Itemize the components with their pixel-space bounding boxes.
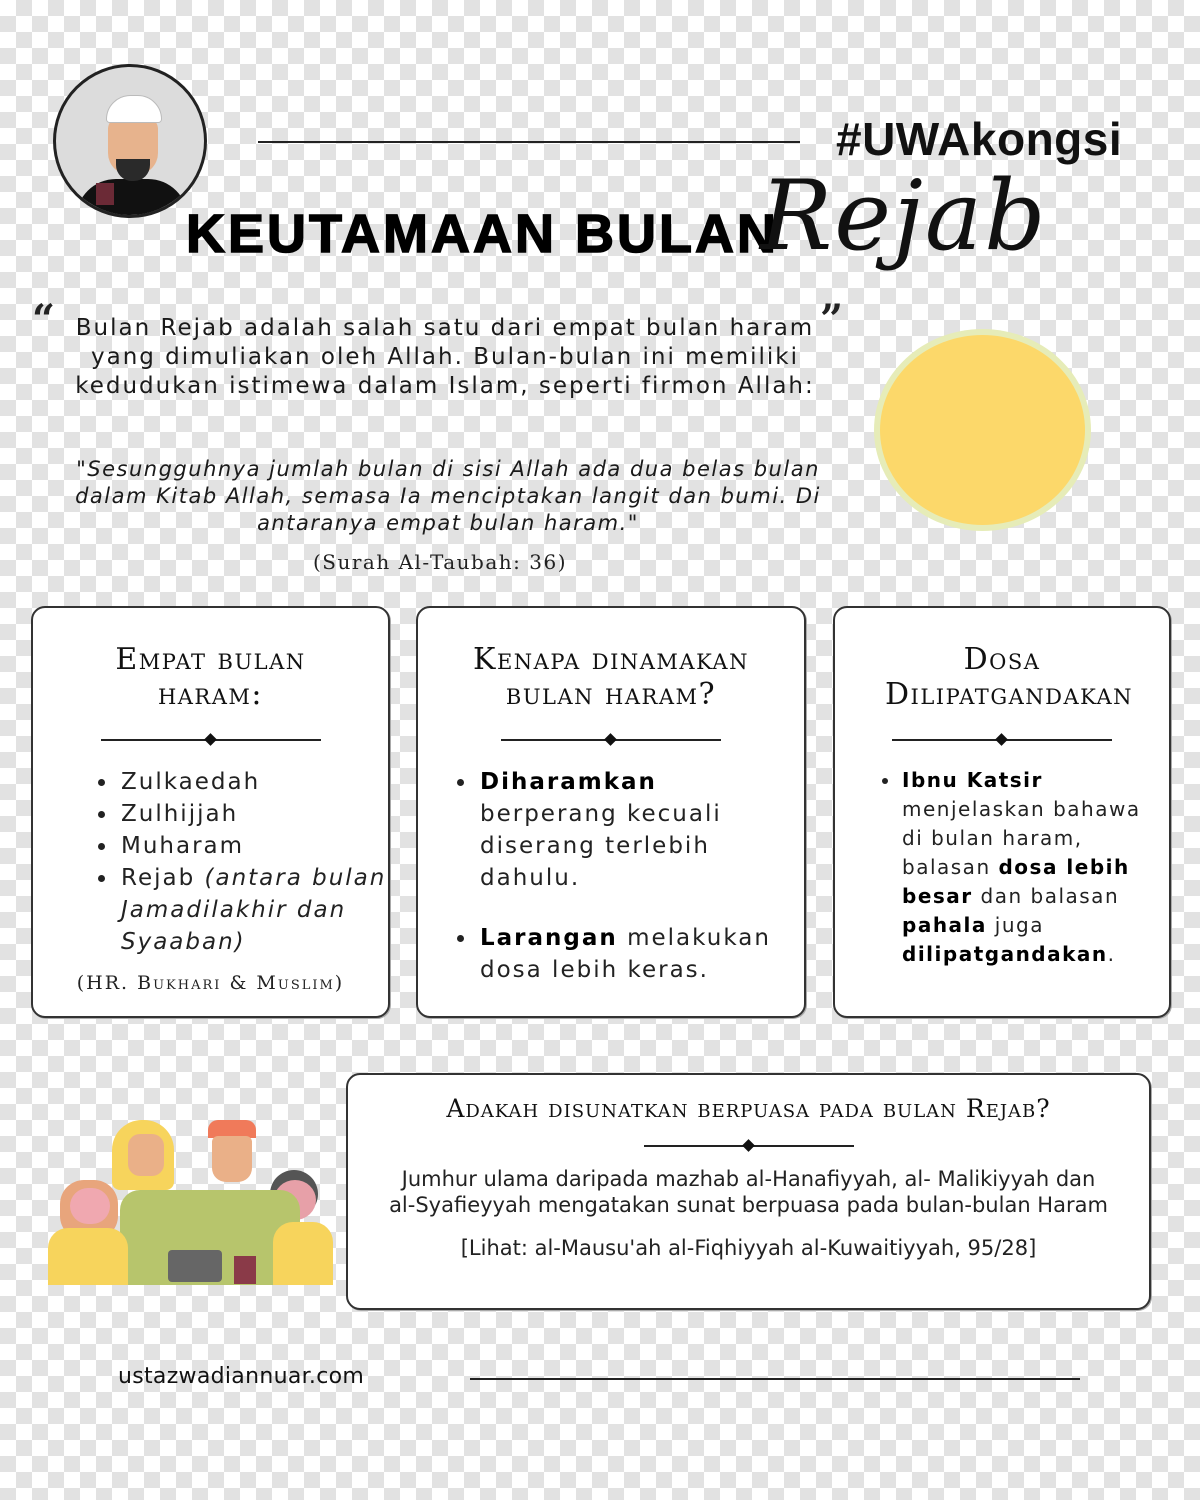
hadith-source: (HR. Bukhari & Muslim) xyxy=(76,972,345,994)
card-reference: [Lihat: al-Mausu'ah al-Fiqhiyyah al-Kuwaitiyyah, 95/28] xyxy=(460,1236,1037,1260)
diamond-icon xyxy=(742,1139,755,1152)
page-title: KEUTAMAAN BULAN xyxy=(186,204,779,264)
list-item: Larangan melakukan dosa lebih keras. xyxy=(480,922,780,986)
open-quote-icon: “ xyxy=(32,296,56,343)
reason-list xyxy=(480,766,780,986)
family-illustration xyxy=(48,1110,333,1285)
diamond-icon xyxy=(204,733,217,746)
page-title-script: Rejab xyxy=(760,160,1048,272)
avatar-cap xyxy=(106,95,162,123)
footer-rule xyxy=(470,1378,1080,1380)
list-item: Diharamkan berperang kecuali diserang terlebih dahulu. xyxy=(480,766,780,894)
month-list xyxy=(121,766,391,958)
list-item: Zulhijjah xyxy=(121,798,391,830)
intro-text: Bulan Rejab adalah salah satu dari empat bulan haram yang dimuliakan oleh Allah. Bulan-bulan ini memiliki kedudukan istimewa dalam Islam, seperti firmon Allah: xyxy=(75,315,815,399)
divider xyxy=(101,734,321,746)
list-item: Muharam xyxy=(121,830,391,862)
divider xyxy=(501,734,721,746)
list-item: Rejab (antara bulan Jamadilakhir dan Syaaban) xyxy=(121,862,391,958)
card-dosa-dilipatgandakan xyxy=(833,606,1171,1018)
list-item: Zulkaedah xyxy=(121,766,391,798)
avatar-collar xyxy=(96,183,114,205)
laptop-icon xyxy=(168,1250,222,1282)
header-rule xyxy=(258,141,800,143)
website-link[interactable]: ustazwadiannuar.com xyxy=(118,1364,365,1389)
avatar-body xyxy=(76,179,188,218)
diamond-icon xyxy=(995,733,1008,746)
card-puasa-rejab xyxy=(346,1073,1151,1310)
card-empat-bulan-haram xyxy=(31,606,390,1018)
sun-decoration xyxy=(880,335,1085,525)
explanation-list xyxy=(902,766,1152,969)
card-title: Dosa Dilipatgandakan xyxy=(885,642,1134,712)
close-quote-icon: ” xyxy=(820,296,844,343)
diamond-icon xyxy=(604,733,617,746)
divider xyxy=(644,1140,854,1152)
avatar xyxy=(53,64,207,218)
avatar-beard xyxy=(116,159,150,181)
card-body-text: Jumhur ulama daripada mazhab al-Hanafiyyah, al- Malikiyyah dan al-Syafieyyah mengatakan sunat berpuasa pada bulan-bulan Haram xyxy=(389,1167,1108,1217)
card-title: Empat bulan haram: xyxy=(115,642,306,712)
card-title: Adakah disunatkan berpuasa pada bulan Rejab? xyxy=(446,1094,1051,1123)
ayah-quote: "Sesungguhnya jumlah bulan di sisi Allah ada dua belas bulan dalam Kitab Allah, semasa Ia menciptakan langit dan bumi. Di antaranya empat bulan haram." xyxy=(75,457,821,535)
card-kenapa-bulan-haram xyxy=(416,606,806,1018)
hashtag: #UWAkongsi xyxy=(836,113,1123,165)
divider xyxy=(892,734,1112,746)
card-title: Kenapa dinamakan bulan haram? xyxy=(473,642,749,712)
surah-reference: (Surah Al-Taubah: 36) xyxy=(312,550,568,574)
list-item: Ibnu Katsir menjelaskan bahawa di bulan haram, balasan dosa lebih besar dan balasan pahala juga dilipatgandakan. xyxy=(902,766,1152,969)
